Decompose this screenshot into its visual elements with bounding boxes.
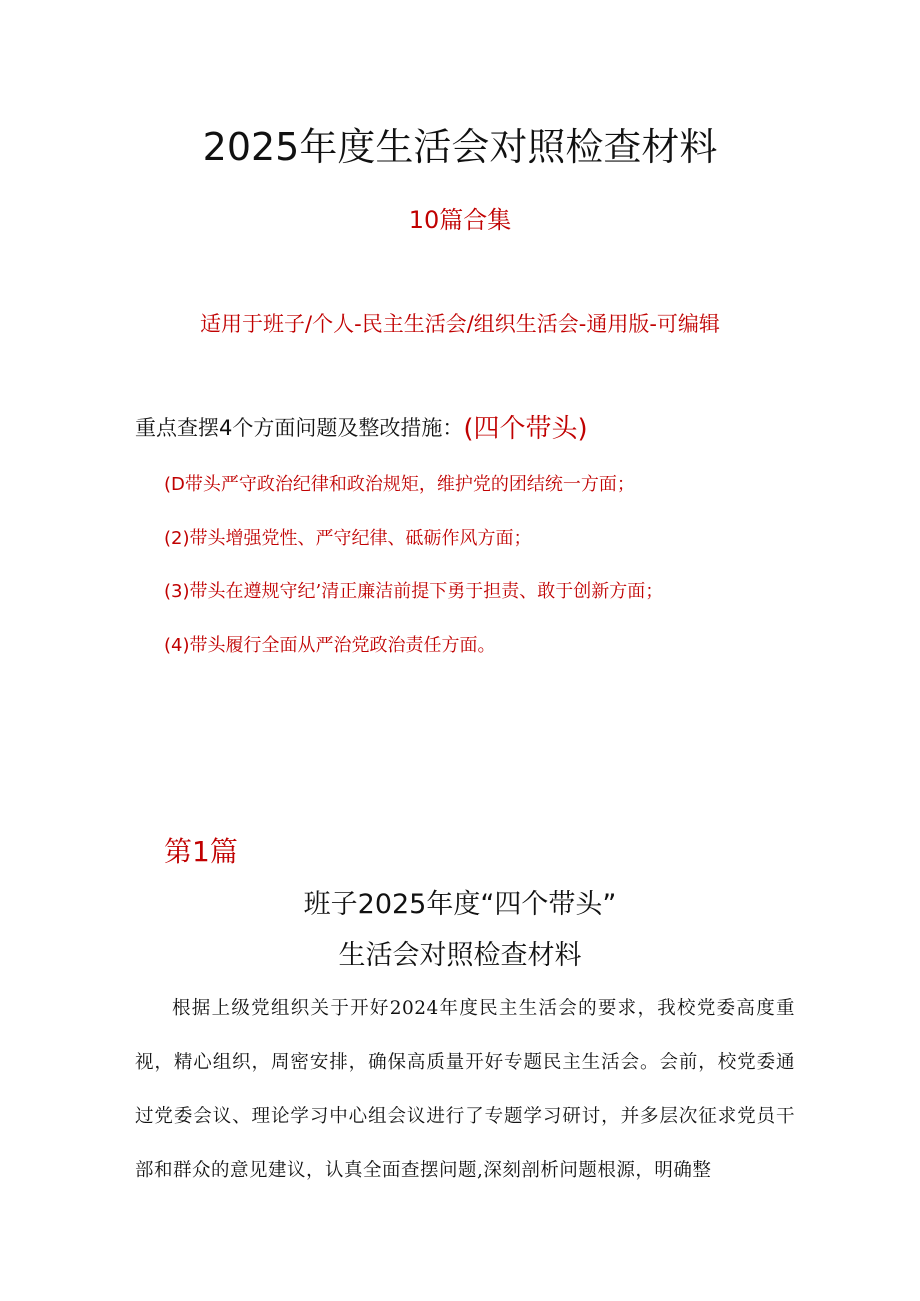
focus-item-number: (4) [164,635,190,656]
section-label: 第1篇 [164,835,238,868]
focus-heading-highlight: (四个带头) [463,414,588,444]
focus-item-text: 带头在遵规守纪’清正廉洁前提下勇于担责、敢于创新方面； [189,581,664,602]
focus-item-number: (D [164,474,185,495]
article-title-line-2: 生活会对照检查材料 [338,940,582,971]
focus-heading-text: 重点查摆4个方面问题及整改措施： [135,416,464,440]
document-subtitle: 10篇合集 [408,206,512,234]
focus-item-text: 带头严守政治纪律和政治规矩，维护党的团结统一方面； [184,474,635,495]
usage-note: 适用于班子/个人-民主生活会/组织生活会-通用版-可编辑 [200,312,720,336]
focus-item [164,524,532,550]
focus-item-number: (3) [164,581,190,602]
document-title: 2025年度生活会对照检查材料 [202,125,718,169]
focus-item-text: 带头增强党性、严守纪律、砥砺作风方面； [189,528,532,549]
focus-heading [135,408,588,445]
body-paragraph: 根据上级党组织关于开好2024年度民主生活会的要求，我校党委高度重视，精心组织，周密安排，确保高质量开好专题民主生活会。会前，校党委通过党委会议、理论学习中心组会议进行了专题学习研讨，并多层次征求党员干部和群众的意见建议，认真全面查摆问题,深刻剖析问题根源，明确整 [135,998,795,1181]
focus-item-text: 带头履行全面从严治党政治责任方面。 [189,635,496,656]
focus-item [164,631,496,657]
article-title-line-1: 班子2025年度“四个带头” [303,889,617,920]
focus-item [164,577,663,603]
focus-item [164,470,635,496]
focus-item-number: (2) [164,528,190,549]
